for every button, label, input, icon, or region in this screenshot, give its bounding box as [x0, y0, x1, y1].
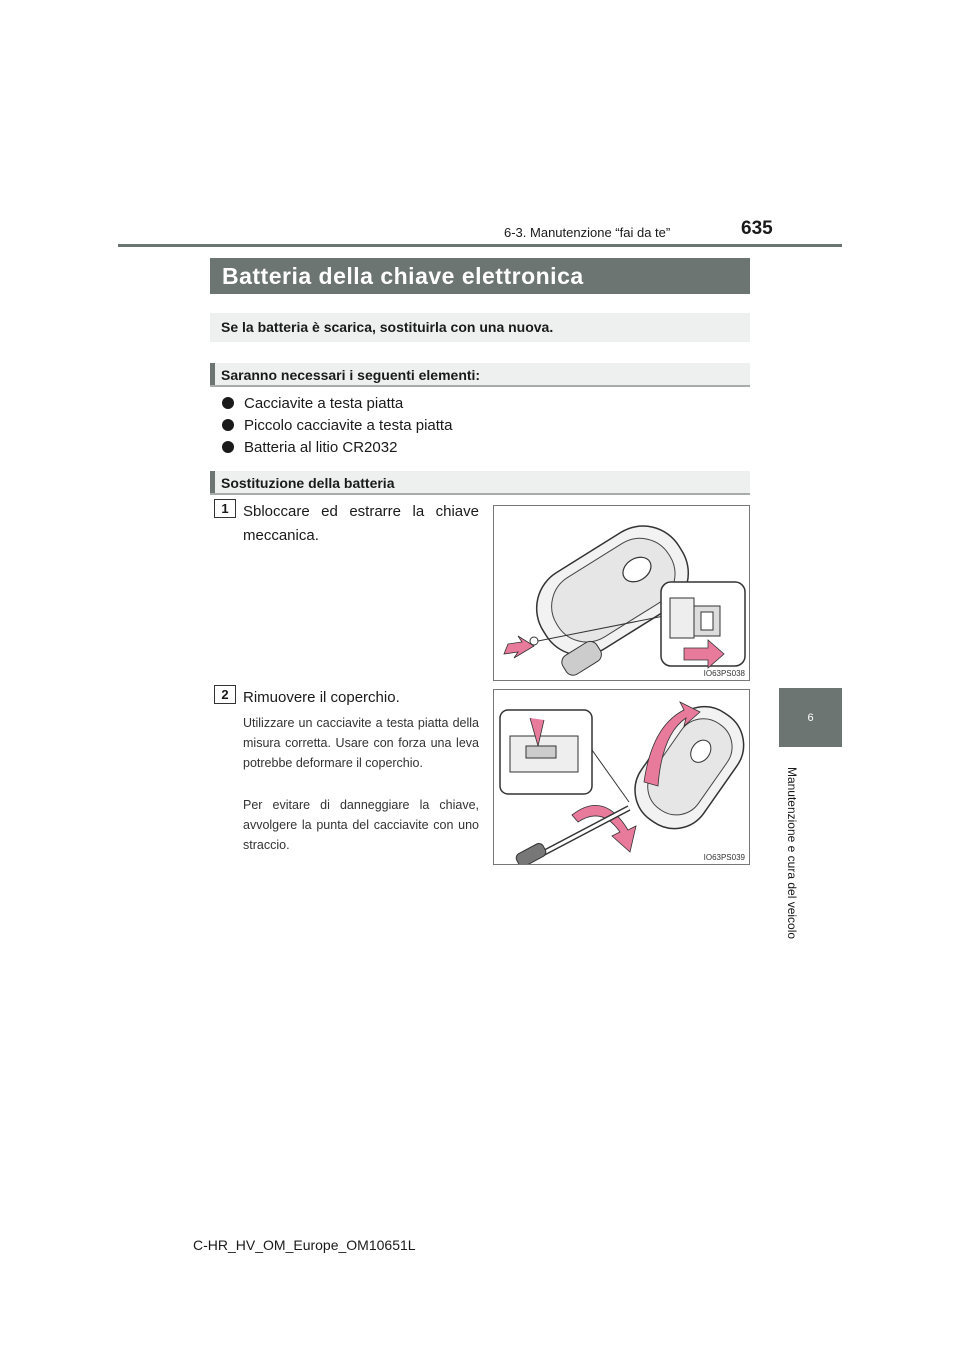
step-note: Per evitare di danneggiare la chiave, avvolgere la punta del cacciavite con uno straccio. [243, 798, 479, 852]
figure-step-2 [493, 689, 750, 865]
intro-box: Se la batteria è scarica, sostituirla con una nuova. [210, 313, 750, 342]
key-unlock-illustration [494, 506, 749, 680]
list-item: Batteria al litio CR2032 [222, 439, 397, 456]
step-text: Rimuovere il coperchio. [243, 689, 400, 706]
step-number: 1 [214, 499, 236, 518]
section-reference: 6-3. Manutenzione “fai da te” [504, 225, 671, 240]
list-item: Cacciavite a testa piatta [222, 395, 403, 412]
items-needed-heading: Saranno necessari i seguenti elementi: [210, 363, 750, 387]
list-item: Piccolo cacciavite a testa piatta [222, 417, 452, 434]
chapter-number: 6 [807, 711, 814, 724]
bullet-icon [222, 419, 234, 431]
page-number: 635 [741, 218, 773, 239]
bullet-icon [222, 441, 234, 453]
header-rule [118, 244, 842, 247]
bullet-icon [222, 397, 234, 409]
figure-step-1 [493, 505, 750, 681]
replacement-heading: Sostituzione della batteria [210, 471, 750, 495]
figure-code: IO63PS039 [703, 853, 745, 862]
figure-code: IO63PS038 [703, 669, 745, 678]
page-title: Batteria della chiave elettronica [210, 258, 750, 294]
chapter-label-text: Manutenzione e cura del veicolo [785, 766, 799, 939]
chapter-label [780, 760, 804, 945]
step-note: Utilizzare un cacciavite a testa piatta della misura corretta. Usare con forza una leva potrebbe deformare il coperchio. [243, 716, 479, 770]
chapter-tab [779, 688, 842, 747]
step-text: Sbloccare ed estrarre la chiave meccanica. [243, 503, 479, 544]
step-number: 2 [214, 685, 236, 704]
document-footer: C-HR_HV_OM_Europe_OM10651L [193, 1237, 416, 1253]
remove-cover-illustration [494, 690, 749, 864]
